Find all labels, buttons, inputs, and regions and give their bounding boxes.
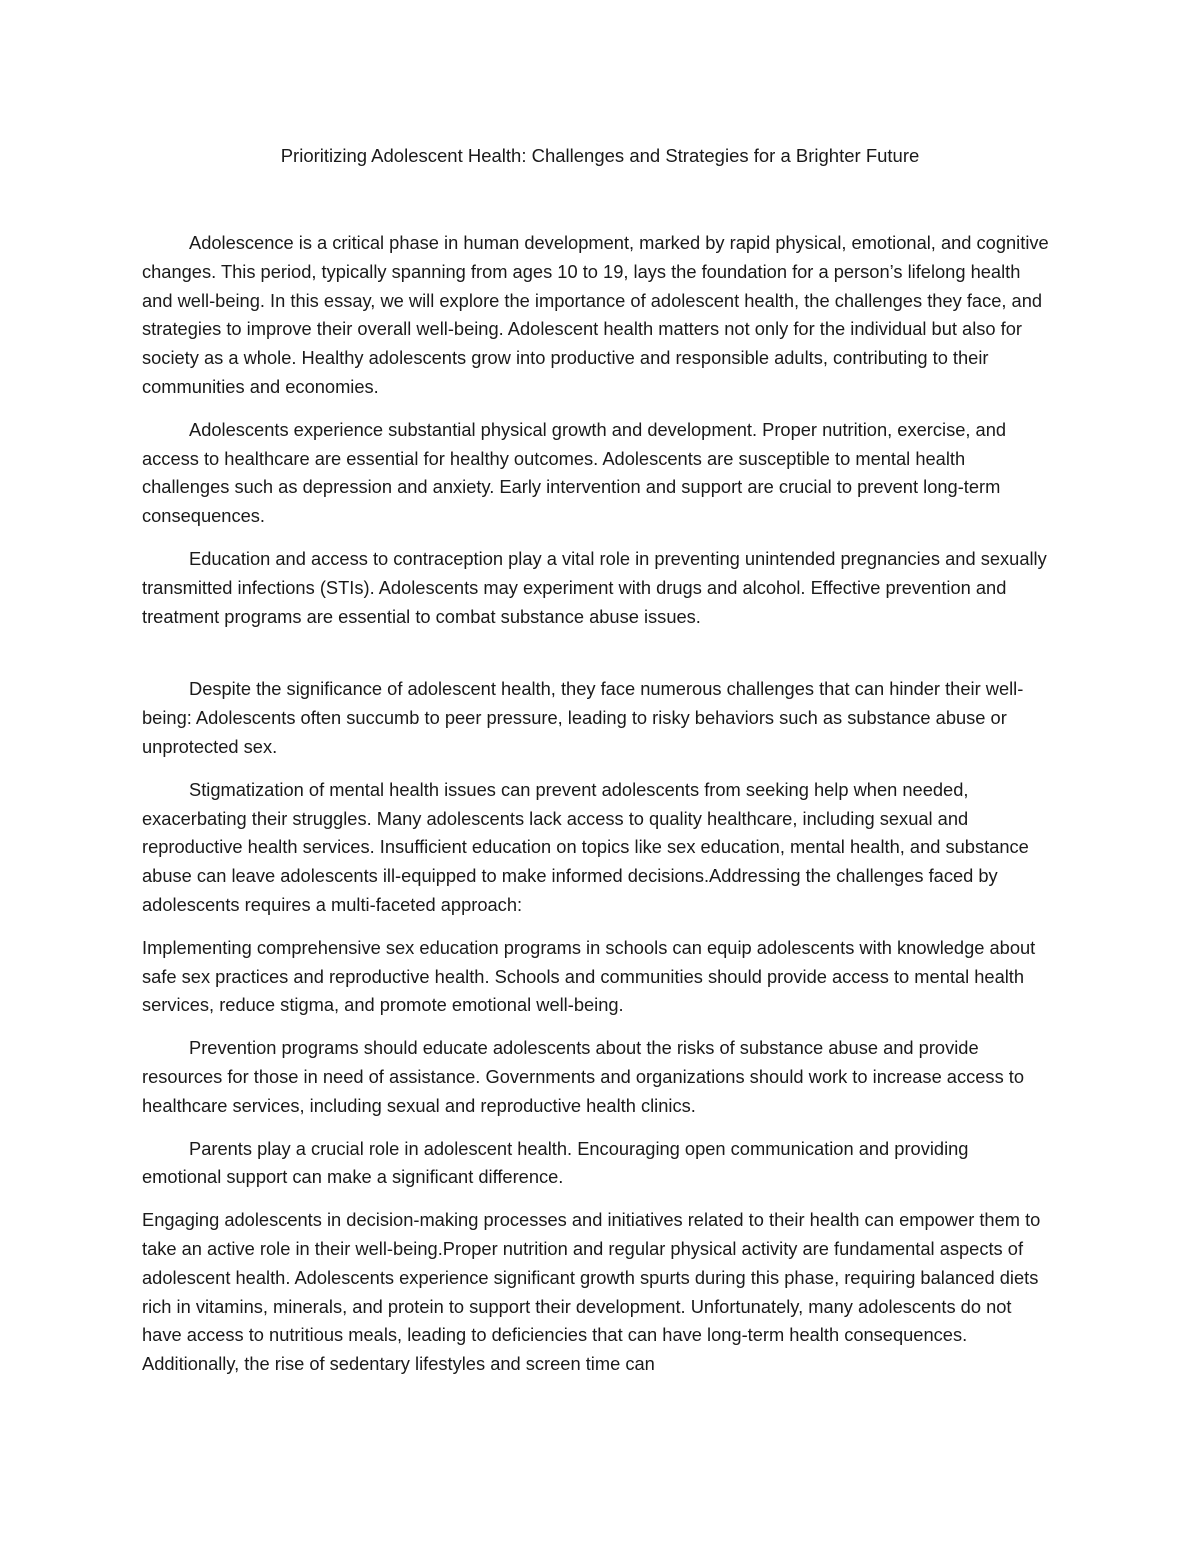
paragraph-stigmatization: Stigmatization of mental health issues can prevent adolescents from seeking help when needed, exacerbating their struggles. Many adolescents lack access to quality healthcare, including sexual and reproductive health services. Insufficient education on topics like sex education, mental health, and substance abuse can leave adolescents ill-equipped to make informed decisions.Addressing the challenges faced by adolescents requires a multi-faceted approach: — [142, 778, 1029, 915]
paragraph-education-contraception: Education and access to contraception play a vital role in preventing unintended pregnancies and sexually transmitted infections (STIs). Adolescents may experiment with drugs and alcohol. Effective prevention and treatment programs are essential to combat substance abuse issues. — [142, 547, 1047, 627]
paragraph-physical-mental: Adolescents experience substantial physical growth and development. Proper nutrition, exercise, and access to healthcare are essential for healthy outcomes. Adolescents are susceptible to mental health challenges such as depression and anxiety. Early intervention and support are crucial to prevent long-term consequences. — [142, 418, 1007, 527]
paragraph-intro: Adolescence is a critical phase in human development, marked by rapid physical, emotional, and cognitive changes. This period, typically spanning from ages 10 to 19, lays the foundation for a person’s lifelong health and well-being. In this essay, we will explore the importance of adolescent health, the challenges they face, and strategies to improve their overall well-being. Adolescent health matters not only for the individual but also for society as a whole. Healthy adolescents grow into productive and responsible adults, contributing to their communities and economies. — [142, 232, 1049, 397]
paragraph-engaging-nutrition: Engaging adolescents in decision-making processes and initiatives related to their health can empower them to take an active role in their well-being.Proper nutrition and regular physical activity are fundamental aspects of adolescent health. Adolescents experience significant growth spurts during this phase, requiring balanced diets rich in vitamins, minerals, and protein to support their development. Unfortunately, many adolescents do not have access to nutritious meals, leading to deficiencies that can have long-term health consequences. Additionally, the rise of sedentary lifestyles and screen time can — [142, 1209, 1041, 1375]
document-title: Prioritizing Adolescent Health: Challenges and Strategies for a Brighter Future — [280, 145, 920, 166]
paragraph-prevention: Prevention programs should educate adolescents about the risks of substance abuse and provide resources for those in need of assistance. Governments and organizations should work to increase access to healthcare services, including sexual and reproductive health clinics. — [142, 1037, 1025, 1116]
document-body — [142, 229, 1052, 1393]
paragraph-parents: Parents play a crucial role in adolescent health. Encouraging open communication and providing emotional support can make a significant difference. — [142, 1137, 969, 1188]
paragraph-challenges: Despite the significance of adolescent health, they face numerous challenges that can hinder their well-being: Adolescents often succumb to peer pressure, leading to risky behaviors such as substance abuse or unprotected sex. — [142, 678, 1024, 757]
paragraph-sex-education: Implementing comprehensive sex education programs in schools can equip adolescents with knowledge about safe sex practices and reproductive health. Schools and communities should provide access to mental health services, reduce stigma, and promote emotional well-being. — [142, 936, 1036, 1016]
